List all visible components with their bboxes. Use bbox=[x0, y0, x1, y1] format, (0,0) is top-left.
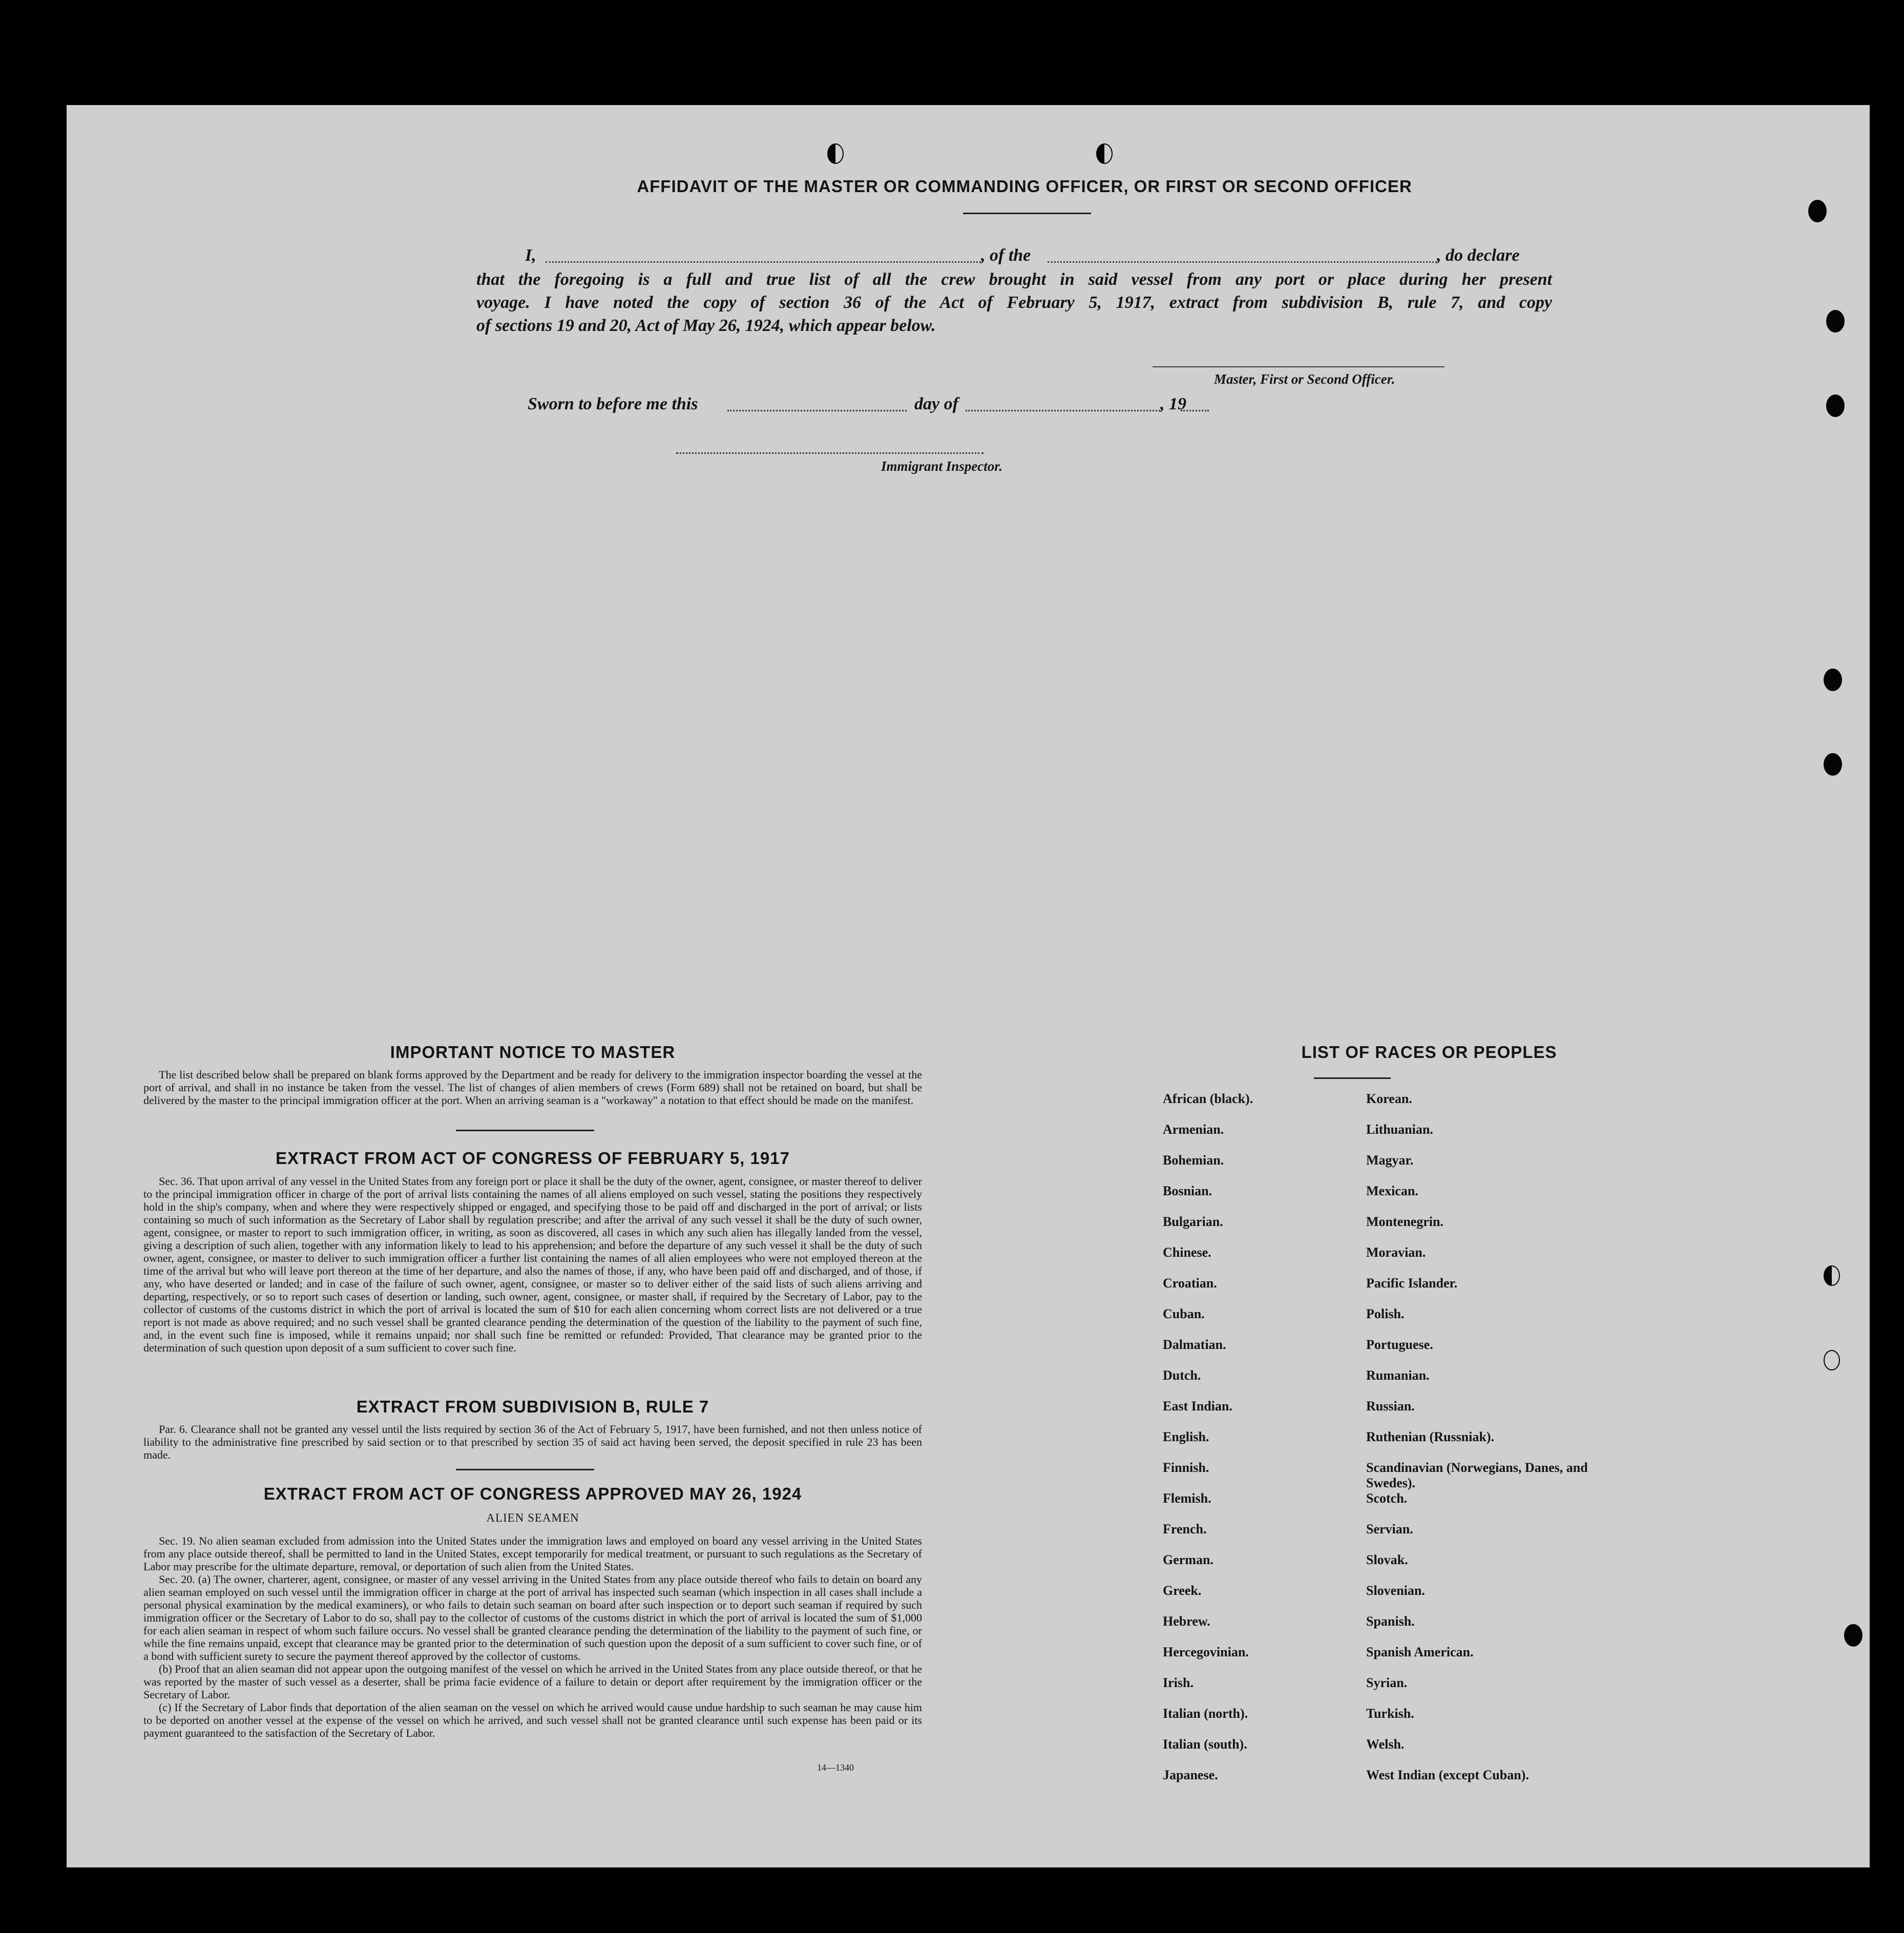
race-entry: Servian. bbox=[1366, 1522, 1413, 1536]
races-title-rule bbox=[1314, 1077, 1391, 1079]
form-number: 14—1340 bbox=[817, 1762, 854, 1773]
affidavit-do-declare-label: , do declare bbox=[1437, 246, 1520, 265]
extract-1917-title: EXTRACT FROM ACT OF CONGRESS OF FEBRUARY 5, 1917 bbox=[276, 1149, 790, 1168]
rule7-title: EXTRACT FROM SUBDIVISION B, RULE 7 bbox=[356, 1397, 709, 1416]
notice-text bbox=[143, 1068, 922, 1107]
punch-hole-top-right bbox=[1096, 143, 1113, 164]
race-entry: Mexican. bbox=[1366, 1183, 1418, 1198]
affidavit-of-the-label: , of the bbox=[981, 246, 1031, 265]
extract-1924-text bbox=[143, 1534, 922, 1739]
race-entry: Korean. bbox=[1366, 1091, 1412, 1106]
sec-20a-paragraph: Sec. 20. (a) The owner, charterer, agent, consignee, or master of any vessel arriving in the United States from any place outside thereof who fails to detain on board any alien seaman employed on such vessel until the immigration officer in charge at the port of arrival has inspected such seaman (which inspection in all cases shall include a personal physical examination by the medical examiners), or who fails to detain such seaman on board after such inspection or to deport such seaman if required by such immigration officer or the Secretary of Labor to do so, shall pay to the collector of customs of the customs district in which the port of arrival is located the sum of $1,000 for each alien seaman in respect of whom such failure occurs. No vessel shall be granted clearance pending the determination of the liability to the payment of such fine, or while the fine remains unpaid, except that clearance may be granted prior to the determination of such question upon the deposit of a sum sufficient to cover such fine, or of a bond with sufficient surety to secure the payment thereof approved by the collector of customs. bbox=[143, 1573, 922, 1662]
race-entry: Armenian. bbox=[1163, 1122, 1224, 1137]
race-entry: Irish. bbox=[1163, 1675, 1194, 1690]
affidavit-title-rule bbox=[963, 213, 1091, 214]
race-entry: Cuban. bbox=[1163, 1306, 1205, 1321]
affidavit-body-line-3: of sections 19 and 20, Act of May 26, 1924, which appear below. bbox=[476, 316, 936, 335]
race-entry: Russian. bbox=[1366, 1399, 1415, 1414]
race-entry: Turkish. bbox=[1366, 1706, 1414, 1721]
race-entry: Japanese. bbox=[1163, 1768, 1218, 1782]
master-signature-line[interactable] bbox=[1153, 366, 1445, 367]
binder-hole-7 bbox=[1824, 1350, 1840, 1370]
document-page bbox=[67, 105, 1870, 1867]
race-entry: Welsh. bbox=[1366, 1737, 1405, 1752]
races-title: LIST OF RACES OR PEOPLES bbox=[1301, 1043, 1557, 1062]
binder-hole-4 bbox=[1824, 669, 1842, 691]
inspector-label: Immigrant Inspector. bbox=[881, 459, 1003, 474]
affidavit-body-line-2: voyage. I have noted the copy of section 36 of the Act of February 5, 1917, extract from subdivision B, rule 7, and copy bbox=[476, 293, 1552, 312]
sec-20c-paragraph: (c) If the Secretary of Labor finds that deportation of the alien seaman on the vessel on which he arrived would cause undue hardship to such seaman he may cause him to be deported on another vessel at the expense of the vessel on which he arrived, and such vessel shall not be granted clearance until such expense has been paid or its payment guaranteed to the satisfaction of the Secretary of Labor. bbox=[143, 1701, 922, 1739]
affidavit-title: AFFIDAVIT OF THE MASTER OR COMMANDING OFFICER, OR FIRST OR SECOND OFFICER bbox=[637, 177, 1412, 196]
race-entry: Spanish American. bbox=[1366, 1645, 1474, 1659]
race-entry: Ruthenian (Russniak). bbox=[1366, 1429, 1494, 1444]
race-entry: Finnish. bbox=[1163, 1460, 1209, 1475]
race-entry: African (black). bbox=[1163, 1091, 1253, 1106]
binder-hole-3 bbox=[1826, 394, 1845, 417]
rule7-rule bbox=[456, 1469, 594, 1470]
race-entry: Portuguese. bbox=[1366, 1337, 1433, 1352]
master-signature-label: Master, First or Second Officer. bbox=[1214, 371, 1395, 387]
races-left-column bbox=[1163, 1091, 1357, 1798]
inspector-signature-line[interactable] bbox=[676, 452, 984, 454]
day-of-label: day of bbox=[914, 394, 958, 413]
race-entry: Spanish. bbox=[1366, 1614, 1415, 1629]
race-entry: Bohemian. bbox=[1163, 1153, 1224, 1168]
race-entry: Slovak. bbox=[1366, 1552, 1408, 1567]
affidavit-name-field[interactable] bbox=[546, 261, 981, 263]
race-entry: Syrian. bbox=[1366, 1675, 1408, 1690]
race-entry: Italian (north). bbox=[1163, 1706, 1248, 1721]
race-entry: Scandinavian (Norwegians, Danes, and Swedes). bbox=[1366, 1460, 1588, 1490]
sec-36-paragraph: Sec. 36. That upon arrival of any vessel in the United States from any foreign port or place it shall be the duty of the owner, agent, consignee, or master thereof to deliver to the principal immigration officer in charge of the port of arrival lists containing the names of all aliens employed on such vessel, stating the positions they respectively hold in the ship's company, when and where they were respectively shipped or engaged, and specifying those to be paid off and discharged in the port of arrival; or lists containing so much of such information as the Secretary of Labor shall by regulation prescribe; and after the arrival of any such vessel it shall be the duty of such owner, agent, consignee, or master to report to such immigration officer, in writing, as soon as discovered, all cases in which any such alien has illegally landed from the vessel, giving a description of such alien, together with any information likely to lead to his apprehension; and before the departure of any such vessel it shall be the duty of such owner, agent, consignee, or master to deliver to such immigration officer a further list containing the names of all alien employees who were not employed thereon at the time of the arrival but who will leave port thereon at the time of her departure, and also the names of those, if any, who have been paid off and discharged, and of those, if any, who have deserted or landed; and in case of the failure of such owner, agent, consignee, or master so to deliver either of the said lists of such aliens arriving and departing, respectively, or so to report such cases of desertion or landing, such owner, agent, consignee, or master shall, if required by the Secretary of Labor, pay to the collector of customs of the customs district in which the port of arrival is located the sum of $10 for each alien concerning whom correct lists are not delivered or a true report is not made as above required; and no such vessel shall be granted clearance pending the determination of the question of the liability to the payment of such fine, and, in the event such fine is imposed, while it remains unpaid; nor shall such fine be remitted or refunded: Provided, That clearance may be granted prior to the determination of such question upon deposit of a sum sufficient to cover such fine. bbox=[143, 1175, 922, 1354]
affidavit-i-label: I, bbox=[525, 246, 536, 265]
race-entry: Chinese. bbox=[1163, 1245, 1211, 1260]
race-entry: Montenegrin. bbox=[1366, 1214, 1443, 1229]
race-entry: Bulgarian. bbox=[1163, 1214, 1223, 1229]
rule7-text bbox=[143, 1423, 922, 1461]
race-entry: Slovenian. bbox=[1366, 1583, 1425, 1598]
race-entry: Dalmatian. bbox=[1163, 1337, 1226, 1352]
race-entry: Moravian. bbox=[1366, 1245, 1426, 1260]
races-right-column bbox=[1366, 1091, 1602, 1798]
race-entry: Flemish. bbox=[1163, 1491, 1211, 1506]
notice-paragraph: The list described below shall be prepared on blank forms approved by the Department and be ready for delivery to the immigration inspector boarding the vessel at the port of arrival, and shall in no instance be taken from the vessel. The list of changes of alien members of crews (Form 689) shall not be retained on board, but shall be delivered by the master to the principal immigration officer at the port. When an arriving seaman is a "workaway" a notation to that effect should be made on the manifest. bbox=[143, 1068, 922, 1107]
year-label: , 19 bbox=[1160, 394, 1186, 413]
race-entry: Bosnian. bbox=[1163, 1183, 1212, 1198]
race-entry: Magyar. bbox=[1366, 1153, 1414, 1168]
binder-hole-1 bbox=[1808, 200, 1827, 222]
sworn-label: Sworn to before me this bbox=[528, 394, 698, 413]
punch-hole-top-left bbox=[827, 143, 844, 164]
sworn-year-field[interactable] bbox=[1181, 410, 1209, 411]
sec-19-paragraph: Sec. 19. No alien seaman excluded from admission into the United States under the immigration laws and employed on board any vessel arriving in the United States from any place outside thereof, shall be permitted to land in the United States, except temporarily for medical treatment, or pursuant to such regulations as the Secretary of Labor may prescribe for the ultimate departure, removal, or deportation of such alien from the United States. bbox=[143, 1534, 922, 1573]
race-entry: East Indian. bbox=[1163, 1399, 1232, 1414]
extract-1917-text bbox=[143, 1175, 922, 1354]
notice-rule bbox=[456, 1130, 594, 1131]
sworn-day-field[interactable] bbox=[727, 410, 907, 411]
binder-hole-5 bbox=[1824, 753, 1842, 776]
binder-hole-8 bbox=[1844, 1624, 1863, 1647]
sworn-month-field[interactable] bbox=[966, 410, 1160, 411]
race-entry: Rumanian. bbox=[1366, 1368, 1430, 1383]
binder-hole-6 bbox=[1824, 1265, 1840, 1286]
race-entry: English. bbox=[1163, 1429, 1209, 1444]
race-entry: French. bbox=[1163, 1522, 1207, 1536]
race-entry: Scotch. bbox=[1366, 1491, 1408, 1506]
race-entry: Dutch. bbox=[1163, 1368, 1201, 1383]
race-entry: West Indian (except Cuban). bbox=[1366, 1768, 1529, 1782]
race-entry: Croatian. bbox=[1163, 1276, 1217, 1291]
alien-seamen-subtitle: ALIEN SEAMEN bbox=[486, 1511, 579, 1524]
affidavit-body-line-1: that the foregoing is a full and true list of all the crew brought in said vessel from any port or place during her present bbox=[476, 270, 1552, 289]
race-entry: German. bbox=[1163, 1552, 1213, 1567]
race-entry: Lithuanian. bbox=[1366, 1122, 1433, 1137]
race-entry: Greek. bbox=[1163, 1583, 1202, 1598]
race-entry: Polish. bbox=[1366, 1306, 1405, 1321]
race-entry: Pacific Islander. bbox=[1366, 1276, 1458, 1291]
affidavit-vessel-field[interactable] bbox=[1048, 261, 1437, 263]
race-entry: Hercegovinian. bbox=[1163, 1645, 1249, 1659]
extract-1924-title: EXTRACT FROM ACT OF CONGRESS APPROVED MAY 26, 1924 bbox=[263, 1484, 802, 1503]
binder-hole-2 bbox=[1826, 310, 1845, 332]
race-entry: Italian (south). bbox=[1163, 1737, 1247, 1752]
bleed-through-text bbox=[400, 190, 411, 225]
notice-title: IMPORTANT NOTICE TO MASTER bbox=[390, 1043, 676, 1062]
sec-20b-paragraph: (b) Proof that an alien seaman did not appear upon the outgoing manifest of the vessel on which he arrived in the United States from any place outside thereof, or that he was reported by the master of such vessel as a deserter, shall be prima facie evidence of a failure to detain or deport after requirement by the immigration officer or the Secretary of Labor. bbox=[143, 1662, 922, 1701]
par-6-paragraph: Par. 6. Clearance shall not be granted any vessel until the lists required by section 36 of the Act of February 5, 1917, have been furnished, and not then unless notice of liability to the administrative fine prescribed by said section or to that prescribed by section 35 of said act having been served, the deposit specified in rule 23 has been made. bbox=[143, 1423, 922, 1461]
race-entry: Hebrew. bbox=[1163, 1614, 1210, 1629]
